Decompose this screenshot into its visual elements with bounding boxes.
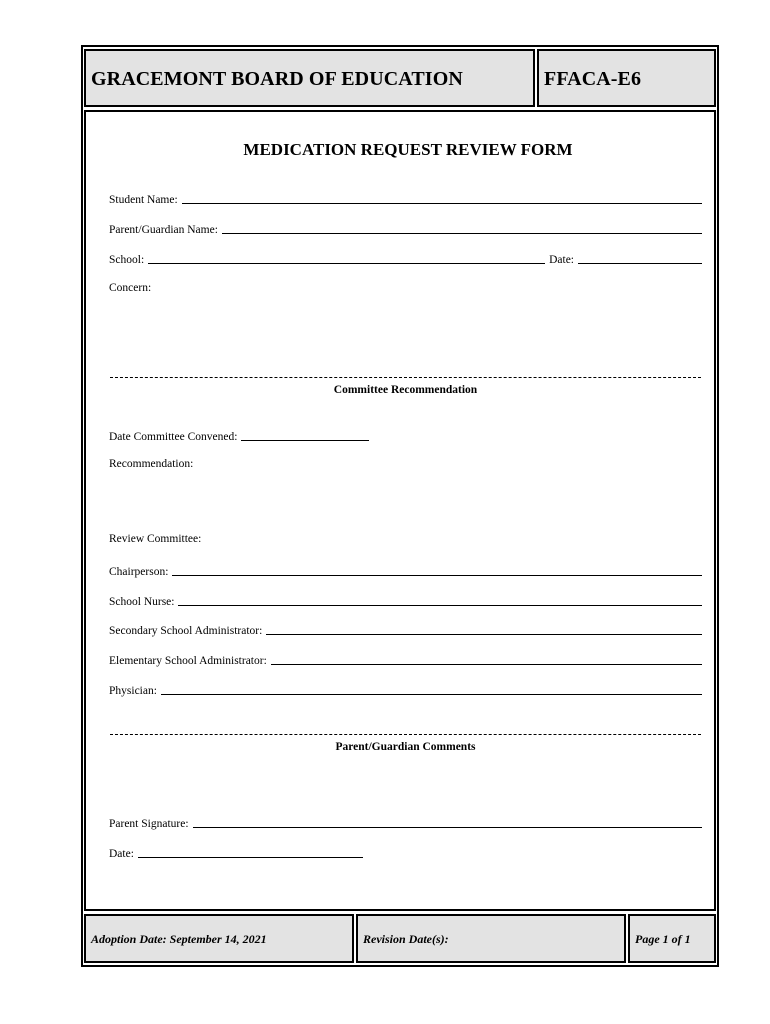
date-convened-field[interactable] <box>109 427 369 443</box>
parent-guardian-name-line[interactable] <box>222 233 702 234</box>
parent-guardian-name-label: Parent/Guardian Name: <box>109 224 218 236</box>
revision-date-cell <box>356 914 626 963</box>
adoption-date: Adoption Date: September 14, 2021 <box>91 932 267 946</box>
form-title: MEDICATION REQUEST REVIEW FORM <box>243 140 573 159</box>
chairperson-label: Chairperson: <box>109 566 169 578</box>
school-nurse-line[interactable] <box>178 605 702 606</box>
elementary-admin-line[interactable] <box>271 664 702 665</box>
header-code-cell <box>537 49 716 107</box>
comments-date-label: Date: <box>109 848 134 860</box>
date-label: Date: <box>549 254 574 266</box>
physician-field[interactable] <box>109 681 702 697</box>
page-number-cell <box>628 914 716 963</box>
date-line[interactable] <box>578 263 702 264</box>
date-convened-label: Date Committee Convened: <box>109 431 238 443</box>
school-line[interactable] <box>148 263 545 264</box>
policy-code: FFACA-E6 <box>544 68 642 90</box>
review-committee-label: Review Committee: <box>109 533 202 545</box>
date-convened-line[interactable] <box>241 440 369 441</box>
section-divider <box>110 377 701 378</box>
physician-label: Physician: <box>109 685 157 697</box>
chairperson-field[interactable] <box>109 562 702 578</box>
recommendation-label: Recommendation: <box>109 458 194 470</box>
student-name-field[interactable] <box>109 190 702 206</box>
organization-name: GRACEMONT BOARD OF EDUCATION <box>91 68 463 90</box>
school-nurse-field[interactable] <box>109 592 702 608</box>
secondary-admin-field[interactable] <box>109 621 702 637</box>
committee-recommendation-heading: Committee Recommendation <box>333 384 478 396</box>
elementary-admin-field[interactable] <box>109 651 702 667</box>
student-name-label: Student Name: <box>109 194 178 206</box>
school-date-field[interactable] <box>109 250 702 266</box>
comments-date-field[interactable] <box>109 844 363 860</box>
parent-guardian-name-field[interactable] <box>109 220 702 236</box>
parent-signature-line[interactable] <box>193 827 702 828</box>
chairperson-line[interactable] <box>172 575 702 576</box>
parent-signature-label: Parent Signature: <box>109 818 189 830</box>
physician-line[interactable] <box>161 694 702 695</box>
page-number: Page 1 of 1 <box>635 932 691 946</box>
secondary-admin-label: Secondary School Administrator: <box>109 625 263 637</box>
concern-label: Concern: <box>109 282 152 294</box>
section-divider <box>110 734 701 735</box>
adoption-date-cell <box>84 914 354 963</box>
revision-dates: Revision Date(s): <box>363 932 449 946</box>
student-name-line[interactable] <box>182 203 702 204</box>
school-label: School: <box>109 254 145 266</box>
secondary-admin-line[interactable] <box>266 634 702 635</box>
comments-date-line[interactable] <box>138 857 363 858</box>
school-nurse-label: School Nurse: <box>109 596 175 608</box>
elementary-admin-label: Elementary School Administrator: <box>109 655 267 667</box>
header-organization-cell <box>84 49 535 107</box>
parent-guardian-comments-heading: Parent/Guardian Comments <box>335 741 476 753</box>
parent-signature-field[interactable] <box>109 814 702 830</box>
